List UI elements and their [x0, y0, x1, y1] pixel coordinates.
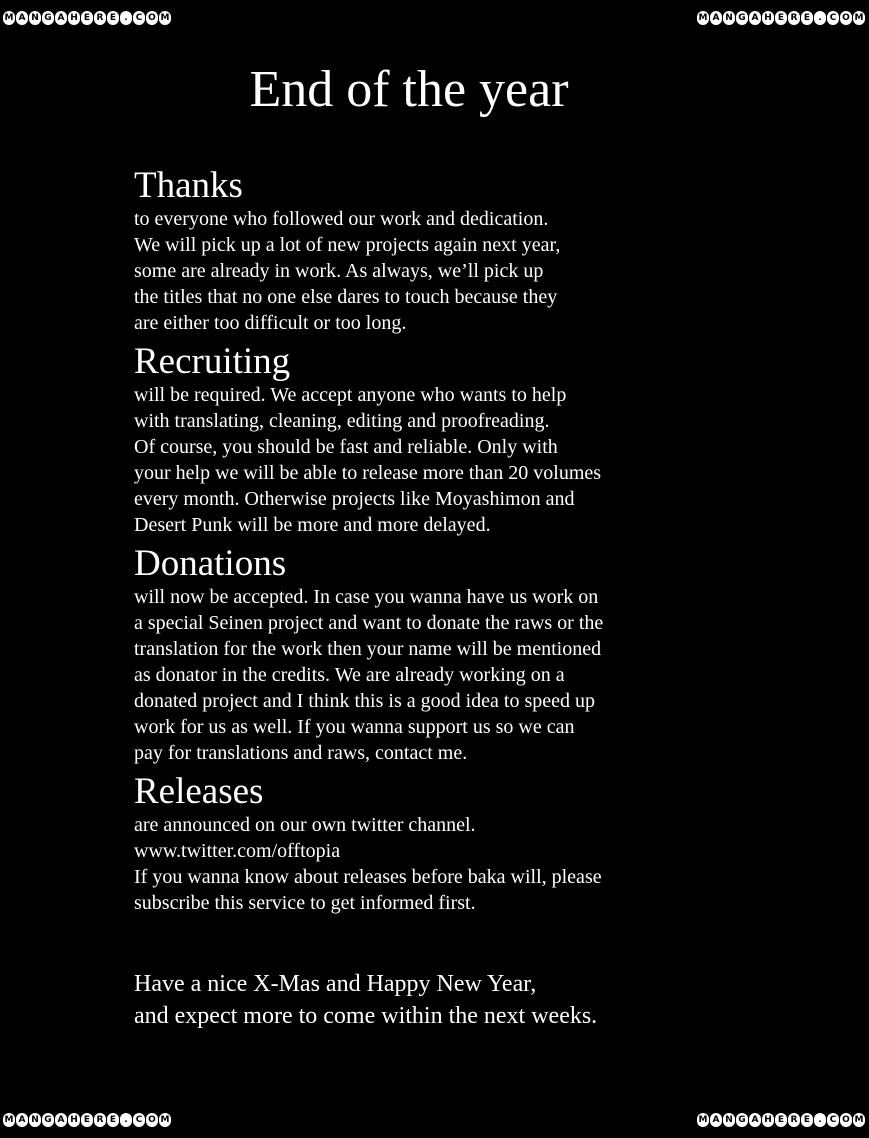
watermark-letter: M [160, 13, 170, 23]
watermark-letter: G [736, 1113, 748, 1127]
section-body: to everyone who followed our work and dedication. We will pick up a lot of new projects again next year, some are already in work. As always, we’ll pick up the titles that no one else dares to touch because they are either too difficult or too long. [134, 208, 561, 334]
watermark-letter: O [840, 11, 852, 25]
watermark-letter: M [854, 13, 864, 23]
watermark-letter: . [814, 1113, 826, 1127]
watermark-letter: M [854, 1115, 864, 1125]
watermark-letter: C [827, 11, 839, 25]
watermark-letter: N [29, 11, 41, 25]
watermark-letter: E [801, 1113, 813, 1127]
watermark-letter: A [55, 1113, 67, 1127]
watermark-letter: R [788, 11, 800, 25]
watermark-letter: A [16, 1113, 28, 1127]
watermark-letter: N [723, 11, 735, 25]
watermark-letter: O [146, 1113, 158, 1127]
watermark-letter: N [723, 1113, 735, 1127]
watermark-letter: A [710, 11, 722, 25]
watermark-letter: E [81, 11, 93, 25]
section-releases [134, 772, 694, 916]
watermark-letter: A [749, 1113, 761, 1127]
watermark-letter: H [68, 1113, 80, 1127]
watermark-letter: A [710, 1113, 722, 1127]
watermark-letter: G [736, 11, 748, 25]
watermark-letter: O [840, 1113, 852, 1127]
watermark-bottom-left [3, 1112, 171, 1128]
section-heading: Donations [134, 543, 287, 584]
watermark-bottom-right [697, 1112, 865, 1128]
watermark-letter: E [801, 11, 813, 25]
watermark-letter: M [4, 13, 14, 23]
watermark-letter: A [55, 11, 67, 25]
watermark-letter: R [94, 1113, 106, 1127]
watermark-letter: M [698, 13, 708, 23]
watermark-letter: E [775, 11, 787, 25]
watermark-letter: C [133, 11, 145, 25]
section-body: will be required. We accept anyone who wants to help with translating, cleaning, editing and proofreading. Of course, you should be fast and reliable. Only with your help we will be able to release more than 20 volumes every month. Otherwise projects like Moyashimon and Desert Punk will be more and more delayed. [134, 384, 602, 536]
watermark-letter: A [749, 11, 761, 25]
notice-content [134, 166, 694, 916]
watermark-letter: . [120, 11, 132, 25]
section-donations [134, 544, 694, 766]
watermark-letter: N [29, 1113, 41, 1127]
watermark-letter: G [42, 1113, 54, 1127]
watermark-letter: O [146, 11, 158, 25]
watermark-letter: G [42, 11, 54, 25]
closing-message: Have a nice X-Mas and Happy New Year, and expect more to come within the next weeks. [134, 971, 598, 1029]
section-body: will now be accepted. In case you wanna have us work on a special Seinen project and want to donate the raws or the translation for the work then your name will be mentioned as donator in the credits. We are already working on a donated project and I think this is a good idea to speed up work for us as well. If you wanna support us so we can pay for translations and raws, contact me. [134, 586, 604, 764]
watermark-letter: M [698, 1115, 708, 1125]
section-thanks [134, 166, 694, 336]
section-body: are announced on our own twitter channel. www.twitter.com/offtopia If you wanna know about releases before baka will, please subscribe this service to get informed first. [134, 814, 602, 914]
section-heading: Releases [134, 771, 264, 812]
watermark-top-left [3, 10, 171, 26]
watermark-letter: C [827, 1113, 839, 1127]
watermark-letter: M [4, 1115, 14, 1125]
watermark-letter: R [94, 11, 106, 25]
watermark-top-right [697, 10, 865, 26]
watermark-letter: . [814, 11, 826, 25]
watermark-letter: E [775, 1113, 787, 1127]
watermark-letter: H [762, 1113, 774, 1127]
watermark-letter: E [107, 11, 119, 25]
watermark-letter: C [133, 1113, 145, 1127]
watermark-letter: A [16, 11, 28, 25]
section-recruiting [134, 342, 694, 538]
section-heading: Recruiting [134, 341, 291, 382]
watermark-letter: H [68, 11, 80, 25]
watermark-letter: H [762, 11, 774, 25]
watermark-letter: . [120, 1113, 132, 1127]
watermark-letter: R [788, 1113, 800, 1127]
page-title: End of the year [249, 61, 569, 118]
section-heading: Thanks [134, 165, 243, 206]
watermark-letter: E [81, 1113, 93, 1127]
watermark-letter: E [107, 1113, 119, 1127]
watermark-letter: M [160, 1115, 170, 1125]
